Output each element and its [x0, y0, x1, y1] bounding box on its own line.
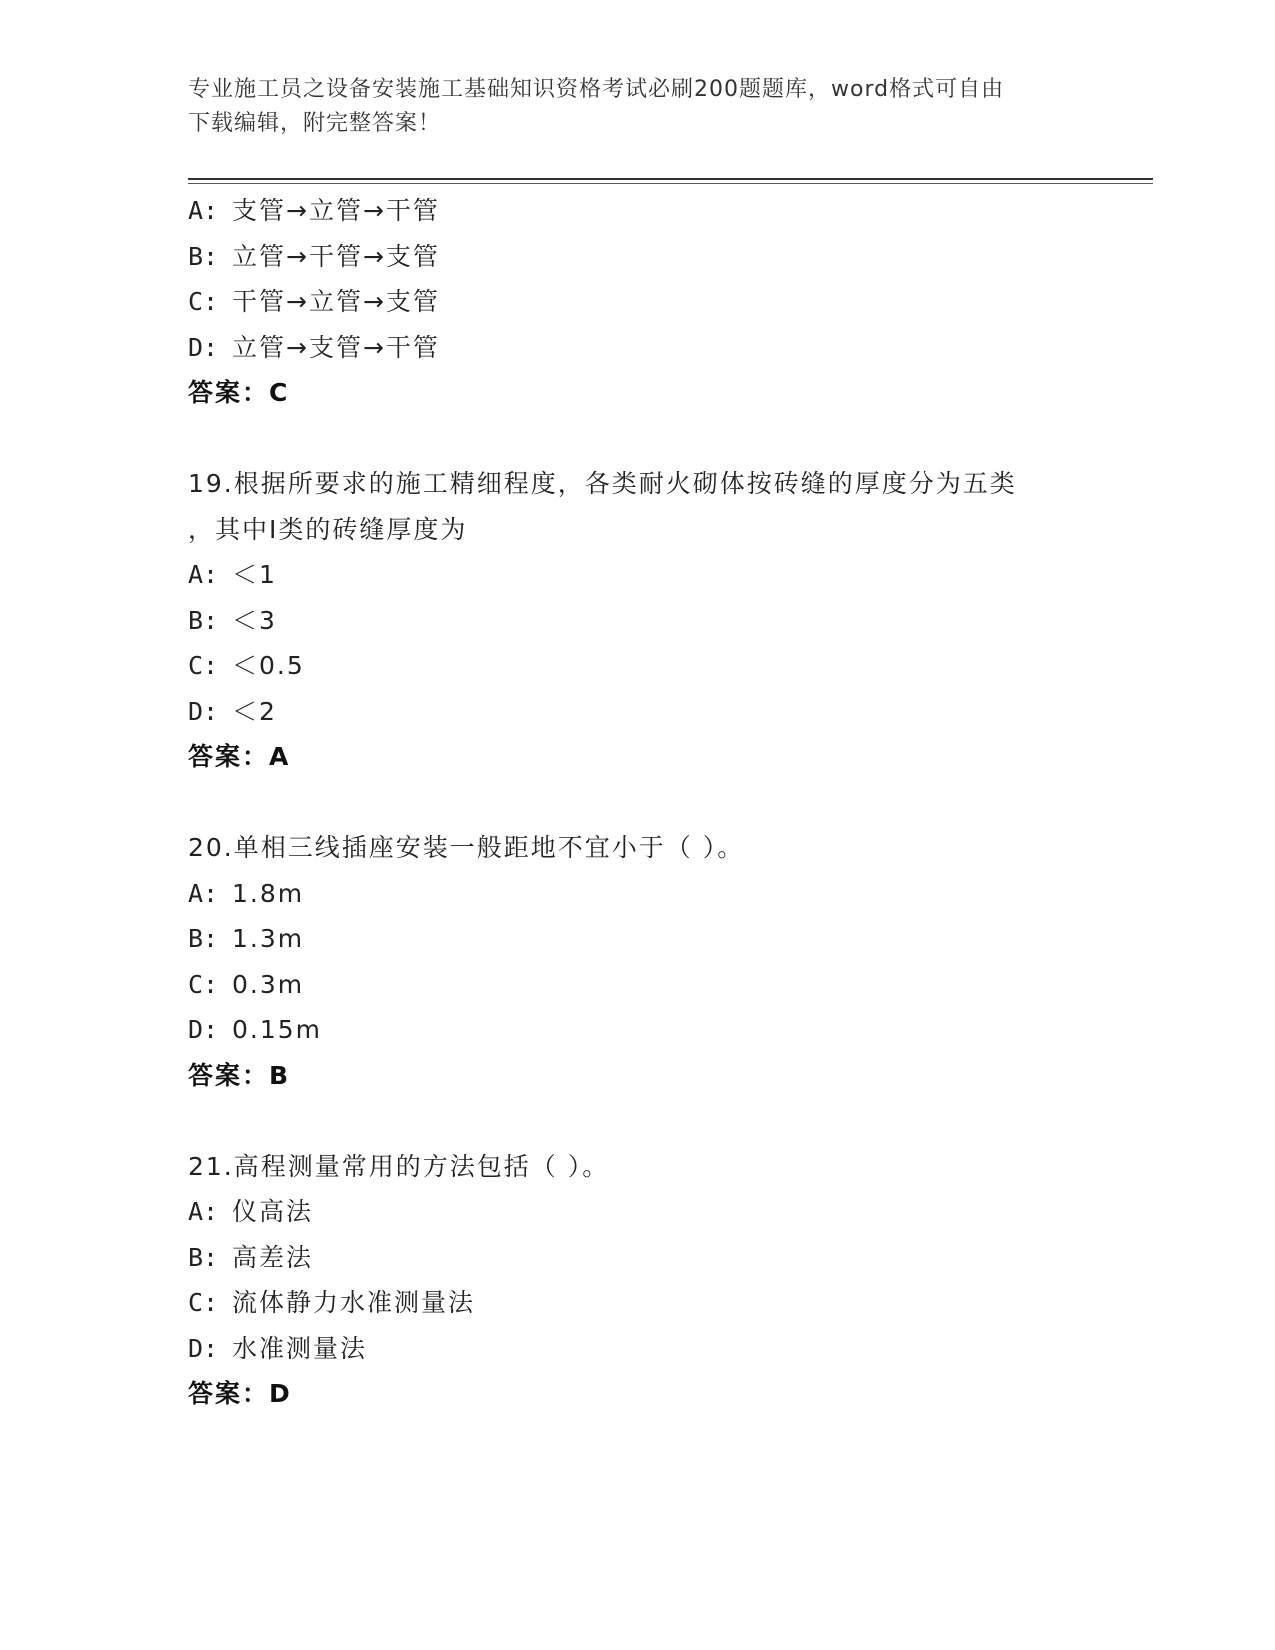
option-b [188, 598, 1168, 644]
option-c [188, 1280, 1168, 1326]
option-c [188, 279, 1168, 325]
question-stem: 19.根据所要求的施工精细程度，各类耐火砌体按砖缝的厚度分为五类 [188, 469, 1017, 498]
option-text: 仪高法 [232, 1197, 314, 1226]
option-text: 立管→干管→支管 [232, 241, 440, 271]
option-label: A: [188, 196, 219, 225]
question-stem: 21.高程测量常用的方法包括（ ）。 [188, 1151, 610, 1181]
option-a [188, 871, 1168, 917]
option-label: A: [188, 1197, 219, 1226]
option-text: ＜1 [232, 560, 277, 589]
question-stem-continued: ，其中Ⅰ类的砖缝厚度为 [188, 514, 468, 544]
option-label: C: [188, 651, 219, 680]
option-label: C: [188, 1288, 219, 1317]
question-gap [188, 416, 1168, 462]
option-label: D: [188, 1015, 219, 1044]
option-label: B: [188, 241, 219, 271]
option-text: 立管→支管→干管 [232, 332, 440, 362]
option-text: ＜0.5 [232, 651, 305, 680]
question-list [188, 188, 1168, 1417]
option-a [188, 188, 1168, 234]
option-text: 0.3m [232, 969, 305, 999]
header-line-2: 下载编辑，附完整答案！ [188, 111, 442, 136]
answer-line: 答案：A [188, 742, 291, 771]
option-text: ＜2 [232, 696, 277, 726]
option-text: 流体静力水准测量法 [232, 1288, 476, 1317]
option-label: B: [188, 1242, 219, 1272]
header-divider-thick [188, 178, 1153, 180]
option-text: 0.15m [232, 1015, 323, 1044]
question-stem: 20.单相三线插座安装一般距地不宜小于（ ）。 [188, 833, 745, 862]
option-b [188, 234, 1168, 280]
option-text: 支管→立管→干管 [232, 196, 440, 225]
answer-line: 答案：D [188, 1379, 292, 1408]
option-d [188, 325, 1168, 371]
option-c [188, 962, 1168, 1008]
option-d [188, 1007, 1168, 1053]
option-text: 干管→立管→支管 [232, 287, 440, 316]
question-gap [188, 780, 1168, 826]
question-19 [188, 461, 1168, 780]
answer-line: 答案：B [188, 1060, 291, 1090]
question-18 [188, 188, 1168, 416]
document-header [188, 73, 1088, 141]
option-d [188, 1326, 1168, 1372]
option-text: 高差法 [232, 1242, 314, 1272]
option-label: C: [188, 287, 219, 316]
header-divider-thin [188, 183, 1153, 184]
question-21 [188, 1144, 1168, 1417]
option-label: C: [188, 969, 219, 999]
option-a [188, 1189, 1168, 1235]
option-label: B: [188, 924, 219, 953]
option-b [188, 916, 1168, 962]
option-label: B: [188, 605, 219, 635]
question-20 [188, 825, 1168, 1098]
option-text: ＜3 [232, 605, 277, 635]
option-text: 水准测量法 [232, 1333, 368, 1363]
option-label: D: [188, 696, 219, 726]
option-c [188, 643, 1168, 689]
option-text: 1.8m [232, 878, 305, 908]
option-b [188, 1235, 1168, 1281]
option-label: A: [188, 560, 219, 589]
option-label: A: [188, 878, 219, 908]
option-a [188, 552, 1168, 598]
option-text: 1.3m [232, 924, 305, 953]
option-label: D: [188, 1333, 219, 1363]
header-line-1: 专业施工员之设备安装施工基础知识资格考试必刷200题题库，word格式可自由 [188, 77, 1005, 102]
option-label: D: [188, 332, 219, 362]
question-gap [188, 1098, 1168, 1144]
option-d [188, 689, 1168, 735]
answer-line: 答案：C [188, 378, 290, 407]
